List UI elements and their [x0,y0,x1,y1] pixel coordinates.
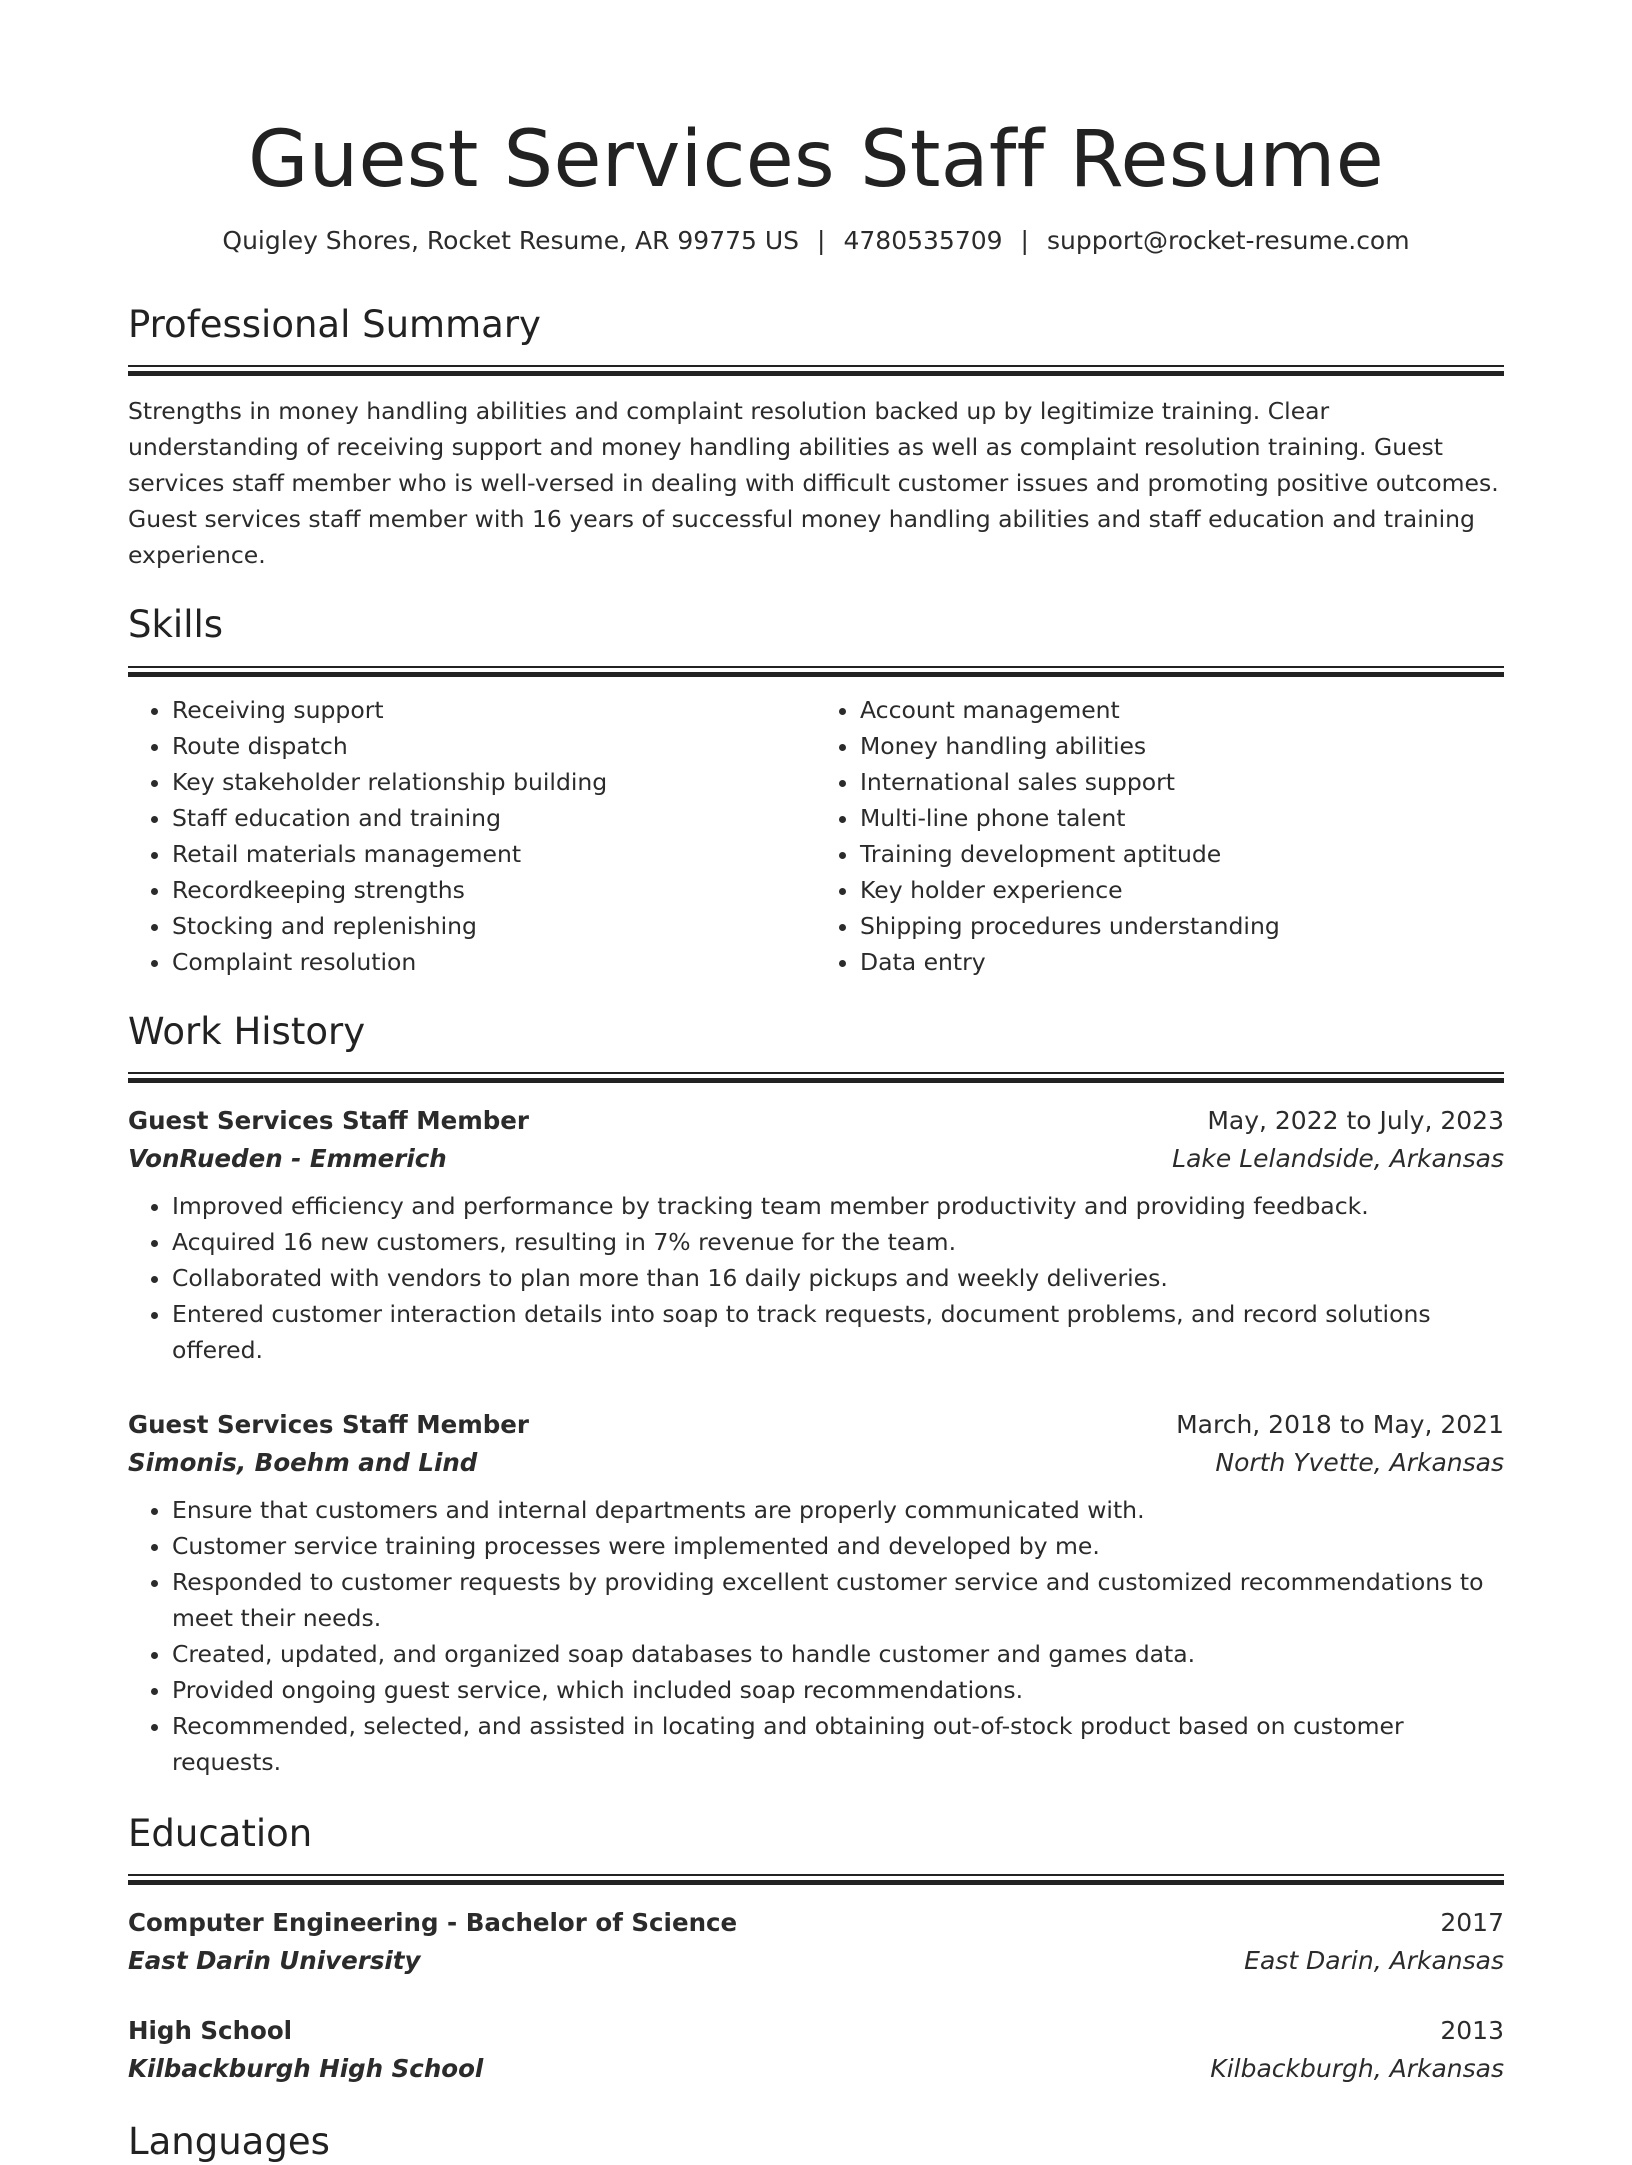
job-location: North Yvette, Arkansas [1215,1447,1504,1477]
section-divider [128,365,1504,381]
contact-separator: | [1020,225,1029,255]
job-bullet: • Customer service training processes were implemented and developed by me. [172,1528,1504,1564]
job-location: Lake Lelandside, Arkansas [1172,1143,1504,1173]
education-degree: High School [128,2016,293,2046]
section-heading-skills: Skills [128,603,224,647]
work-history-section [128,1010,1504,1780]
education-location: Kilbackburgh, Arkansas [1210,2054,1504,2084]
education-degree: Computer Engineering - Bachelor of Science [128,1908,738,1938]
contact-line [128,226,1504,255]
education-school-row [128,1942,1504,1980]
job-company: Simonis, Boehm and Lind [128,1447,478,1477]
skills-section [128,603,1504,979]
education-school: East Darin University [128,1946,421,1976]
skills-grid [128,692,1504,980]
education-school-row [128,2050,1504,2088]
skill-item: • Multi-line phone talent [860,800,1504,836]
job-company: VonRueden - Emmerich [128,1143,447,1173]
job-entry [128,1102,1504,1368]
job-bullet: • Recommended, selected, and assisted in locating and obtaining out-of-stock product based on customer requests. [172,1708,1504,1780]
job-dates: May, 2022 to July, 2023 [1207,1105,1504,1135]
job-bullets [128,1188,1504,1368]
job-dates: March, 2018 to May, 2021 [1176,1409,1504,1439]
skill-item: • Key stakeholder relationship building [172,764,816,800]
education-location: East Darin, Arkansas [1244,1946,1504,1976]
job-bullet: • Created, updated, and organized soap databases to handle customer and games data. [172,1636,1504,1672]
section-divider [128,666,1504,682]
education-year: 2017 [1440,1908,1504,1938]
job-bullet: • Improved efficiency and performance by tracking team member productivity and providing feedback. [172,1188,1504,1224]
job-bullet: • Entered customer interaction details into soap to track requests, document problems, and record solutions offered. [172,1296,1504,1368]
summary-text: Strengths in money handling abilities and complaint resolution backed up by legitimize training. Clear understanding of receiving support and money handling abilities as well as complaint resolution training. Guest services staff member who is well-versed in dealing with difficult customer issues and promoting positive outcomes. Guest services staff member with 16 years of successful money handling abilities and staff education and training experience. [128,397,1499,570]
contact-address: Quigley Shores, Rocket Resume, AR 99775 US [222,225,800,255]
education-entry [128,1904,1504,1980]
education-entry [128,2012,1504,2088]
contact-separator: | [817,225,826,255]
education-header-row [128,2012,1504,2050]
section-divider [128,1874,1504,1890]
skill-item: • Stocking and replenishing [172,908,816,944]
job-bullet: • Responded to customer requests by providing excellent customer service and customized recommendations to meet their needs. [172,1564,1504,1636]
skill-item: • Key holder experience [860,872,1504,908]
job-title: Guest Services Staff Member [128,1409,529,1439]
section-heading-languages: Languages [128,2120,330,2164]
skill-item: • Money handling abilities [860,728,1504,764]
skill-item: • International sales support [860,764,1504,800]
education-section [128,1812,1504,2088]
skill-item: • Retail materials management [172,836,816,872]
contact-phone: 4780535709 [843,225,1003,255]
skill-item: • Complaint resolution [172,944,816,980]
job-title: Guest Services Staff Member [128,1105,529,1135]
skills-column-left [128,692,816,980]
job-header-row [128,1406,1504,1444]
job-bullets [128,1492,1504,1780]
education-year: 2013 [1440,2016,1504,2046]
skills-column-right [816,692,1504,980]
professional-summary-section [128,303,1504,573]
skill-item: • Receiving support [172,692,816,728]
skill-item: • Recordkeeping strengths [172,872,816,908]
section-divider [128,1072,1504,1088]
job-company-row [128,1140,1504,1178]
skill-item: • Route dispatch [172,728,816,764]
section-heading-education: Education [128,1811,313,1855]
job-company-row [128,1444,1504,1482]
job-bullet: • Collaborated with vendors to plan more than 16 daily pickups and weekly deliveries. [172,1260,1504,1296]
job-bullet: • Provided ongoing guest service, which included soap recommendations. [172,1672,1504,1708]
skill-item: • Data entry [860,944,1504,980]
job-entry [128,1406,1504,1780]
skill-item: • Training development aptitude [860,836,1504,872]
job-header-row [128,1102,1504,1140]
section-heading-work-history: Work History [128,1009,366,1053]
resume-title: Guest Services Staff Resume [247,115,1384,205]
skill-item: • Shipping procedures understanding [860,908,1504,944]
job-bullet: • Ensure that customers and internal departments are properly communicated with. [172,1492,1504,1528]
education-header-row [128,1904,1504,1942]
languages-section [128,2120,1504,2164]
education-school: Kilbackburgh High School [128,2054,484,2084]
skill-item: • Staff education and training [172,800,816,836]
contact-email: support@rocket-resume.com [1046,225,1410,255]
section-heading-summary: Professional Summary [128,302,541,346]
skill-item: • Account management [860,692,1504,728]
job-bullet: • Acquired 16 new customers, resulting in 7% revenue for the team. [172,1224,1504,1260]
